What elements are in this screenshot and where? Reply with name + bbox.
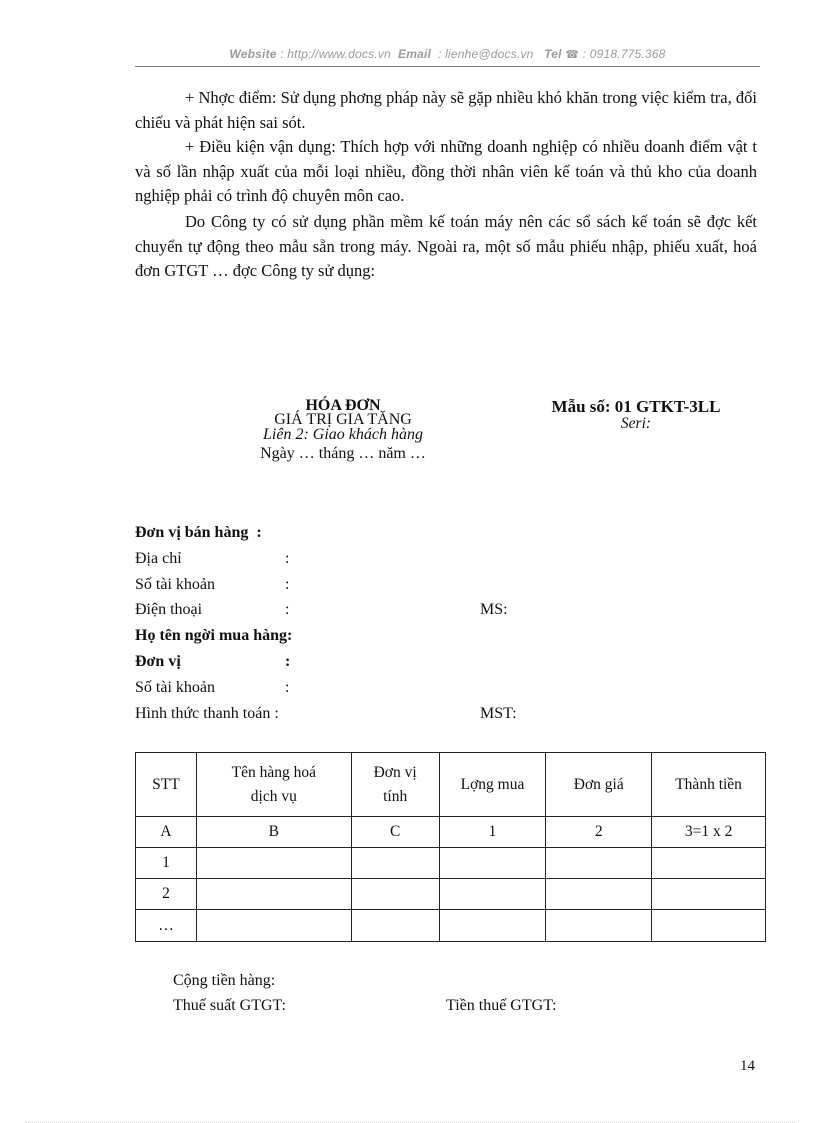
- email-label: Email: [398, 47, 432, 61]
- website-value: : http://www.docs.vn: [280, 47, 391, 61]
- form-number: Mẫu số: 01 GTKT-3LL: [551, 397, 721, 416]
- tel-label: Tel: [544, 47, 562, 61]
- table-header-row: [136, 753, 766, 817]
- invoice-title-block: [232, 399, 454, 465]
- page-header: [135, 47, 760, 61]
- seller-account-line: Số tài khoản :: [135, 576, 290, 593]
- email-value: : lienhe@docs.vn: [438, 47, 534, 61]
- phone-icon: ☎: [565, 49, 580, 61]
- invoice-date: Ngày … tháng … năm …: [260, 445, 426, 462]
- invoice-form-block: [536, 397, 736, 431]
- header-divider: [135, 66, 760, 67]
- unit-line: Đơn vị :: [135, 653, 291, 670]
- paragraph-conditions: + Điều kiện vận dụng: Thích hợp với những doanh nghiệp có nhiều doanh điểm vật t và số lần nhập xuất của mỗi loại nhiều, đồng thời nhân viên kế toán và thủ kho của doanh nghiệp phải có trình độ chuyên môn cao.: [135, 137, 757, 205]
- phone-line: Điện thoại : MS:: [135, 601, 508, 618]
- table-row: 2: [136, 879, 766, 910]
- invoice-title: HÓA ĐƠN: [305, 397, 381, 414]
- payment-line: Hình thức thanh toán : MST:: [135, 705, 517, 722]
- seller-line: Đơn vị bán hàng :: [135, 524, 262, 541]
- table-row: 1: [136, 848, 766, 879]
- buyer-line: Họ tên ngời mua hàng:: [135, 627, 293, 644]
- address-line: Địa chỉ :: [135, 550, 290, 567]
- invoice-copy: Liên 2: Giao khách hàng: [263, 426, 423, 443]
- tel-value: : 0918.775.368: [582, 47, 666, 61]
- paragraph-software: Do Công ty có sử dụng phần mềm kế toán máy nên các sổ sách kế toán sẽ đợc kết chuyển tự động theo mẫu sẵn trong máy. Ngoài ra, một số mẫu phiếu nhập, phiếu xuất, hoá đơn GTGT … đợc Công ty sử dụng:: [135, 212, 757, 280]
- header-item-name: Tên hàng hoá dịch vụ: [196, 753, 351, 817]
- seri-label: Seri:: [620, 415, 652, 432]
- vat-amount-label: Tiền thuế GTGT:: [446, 997, 557, 1014]
- vat-rate-label: Thuế suất GTGT:: [173, 997, 286, 1014]
- header-unit-price: Đơn giá: [546, 753, 652, 817]
- table-row: …: [136, 910, 766, 942]
- buyer-account-line: Số tài khoản :: [135, 679, 290, 696]
- website-label: Website: [229, 47, 277, 61]
- invoice-table: [135, 752, 766, 942]
- header-amount: Thành tiền: [652, 753, 766, 817]
- header-unit: Đơn vị tính: [351, 753, 439, 817]
- page-number: 14: [740, 1058, 755, 1074]
- header-stt: STT: [136, 753, 197, 817]
- total-label: Cộng tiền hàng:: [173, 972, 276, 989]
- invoice-subtitle: GIÁ TRỊ GIA TĂNG: [274, 411, 412, 428]
- table-code-row: A B C 1 2 3=1 x 2: [136, 817, 766, 848]
- paragraph-disadvantage: + Nhợc điểm: Sử dụng phơng pháp này sẽ gặp nhiều khó khăn trong việc kiểm tra, đối chiếu và phát hiện sai sót.: [135, 88, 757, 132]
- header-quantity: Lợng mua: [439, 753, 546, 817]
